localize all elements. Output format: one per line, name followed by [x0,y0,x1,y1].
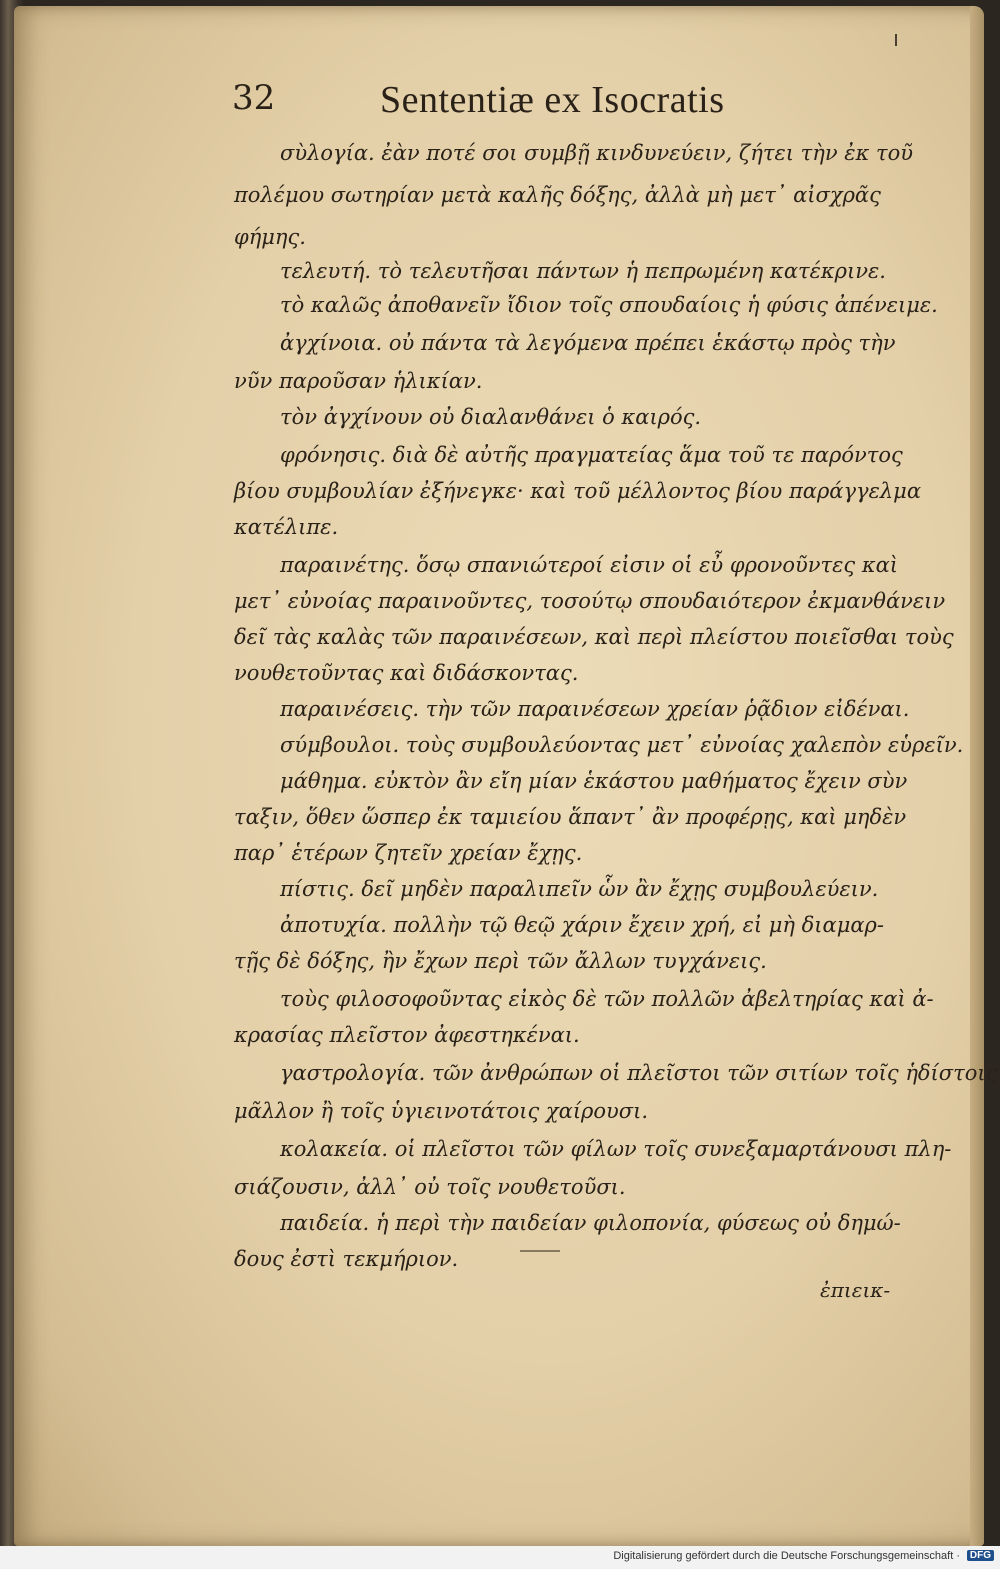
text-line: μᾶλλον ἢ τοῖς ὑγιεινοτάτοις χαίρουσι. [234,1099,649,1123]
page-header [232,78,792,128]
text-line: γαστρολογία. τῶν ἀνθρώπων οἱ πλεῖστοι τῶν σιτίων τοῖς ἡδίστοις [280,1061,998,1085]
text-line: μετ᾽ εὐνοίας παραινοῦντες, τοσούτῳ σπουδαιότερον ἐκμανθάνειν [234,589,946,613]
text-line: νῦν παροῦσαν ἡλικίαν. [234,369,483,393]
text-line: κατέλιπε. [234,515,339,539]
dfg-logo: DFG [967,1550,994,1561]
text-line: βίου συμβουλίαν ἐξήνεγκε· καὶ τοῦ μέλλοντος βίου παράγγελμα [234,479,922,503]
running-title: Sententiæ ex Isocratis [380,79,725,121]
text-line: τὸν ἀγχίνουν οὐ διαλανθάνει ὁ καιρός. [280,405,702,429]
text-line: φρόνησις. διὰ δὲ αὐτῆς πραγματείας ἅμα τοῦ τε παρόντος [280,443,903,467]
text-line: τῇς δὲ δόξης, ἢν ἔχων περὶ τῶν ἄλλων τυγχάνεις. [234,949,767,973]
text-line: δους ἐστὶ τεκμήριον. [234,1247,459,1271]
text-line: φήμης. [234,225,306,249]
text-line: πίστις. δεῖ μηδὲν παραλιπεῖν ὧν ἂν ἔχῃς συμβουλεύειν. [280,877,879,901]
text-line: κολακεία. οἱ πλεῖστοι τῶν φίλων τοῖς συνεξαμαρτάνουσι πλη- [280,1137,952,1161]
digitization-credit: Digitalisierung gefördert durch die Deutsche Forschungsgemeinschaft · [613,1550,960,1562]
ink-rule [520,1250,560,1252]
text-line: ταξιν, ὅθεν ὥσπερ ἐκ ταμιείου ἅπαντ᾽ ἂν προφέρῃς, καὶ μηδὲν [234,805,907,829]
text-line: παραινέσεις. τὴν τῶν παραινέσεων χρείαν ῥᾷδιον εἰδέναι. [280,697,910,721]
text-line: τοὺς φιλοσοφοῦντας εἰκὸς δὲ τῶν πολλῶν ἀβελτηρίας καὶ ἀ- [280,987,934,1011]
text-line: ἀγχίνοια. οὐ πάντα τὰ λεγόμενα πρέπει ἑκάστῳ πρὸς τὴν [280,331,896,355]
text-line: μάθημα. εὐκτὸν ἂν εἴη μίαν ἑκάστου μαθήματος ἔχειν σὺν [280,769,908,793]
text-line: σὺλογία. ἐὰν ποτέ σοι συμβῇ κινδυνεύειν, ζήτει τὴν ἐκ τοῦ [280,141,914,165]
page-edge [970,6,984,1546]
text-line: δεῖ τὰς καλὰς τῶν παραινέσεων, καὶ περὶ πλείστου ποιεῖσθαι τοὺς [234,625,954,649]
ink-mark [895,34,897,46]
page-number: 32 [232,78,276,118]
text-line: παιδεία. ἡ περὶ τὴν παιδείαν φιλοπονία, φύσεως οὐ δημώ- [280,1211,901,1235]
text-line: τὸ καλῶς ἀποθανεῖν ἴδιον τοῖς σπουδαίοις ἡ φύσις ἀπένειμε. [280,293,938,317]
text-line: σύμβουλοι. τοὺς συμβουλεύοντας μετ᾽ εὐνοίας χαλεπὸν εὑρεῖν. [280,733,964,757]
catchword: ἐπιεικ- [820,1278,891,1302]
text-line: παρ᾽ ἑτέρων ζητεῖν χρείαν ἔχῃς. [234,841,583,865]
text-line: σιάζουσιν, ἀλλ᾽ οὐ τοῖς νουθετοῦσι. [234,1175,626,1199]
text-line: νουθετοῦντας καὶ διδάσκοντας. [234,661,579,685]
text-line: ἀποτυχία. πολλὴν τῷ θεῷ χάριν ἔχειν χρή, εἰ μὴ διαμαρ- [280,913,884,937]
text-line: τελευτή. τὸ τελευτῆσαι πάντων ἡ πεπρωμένη κατέκρινε. [280,259,886,283]
text-line: κρασίας πλεῖστον ἀφεστηκέναι. [234,1023,580,1047]
text-line: παραινέτης. ὅσῳ σπανιώτεροί εἰσιν οἱ εὖ φρονοῦντες καὶ [280,553,899,577]
text-line: πολέμου σωτηρίαν μετὰ καλῆς δόξης, ἀλλὰ μὴ μετ᾽ αἰσχρᾶς [234,183,881,207]
